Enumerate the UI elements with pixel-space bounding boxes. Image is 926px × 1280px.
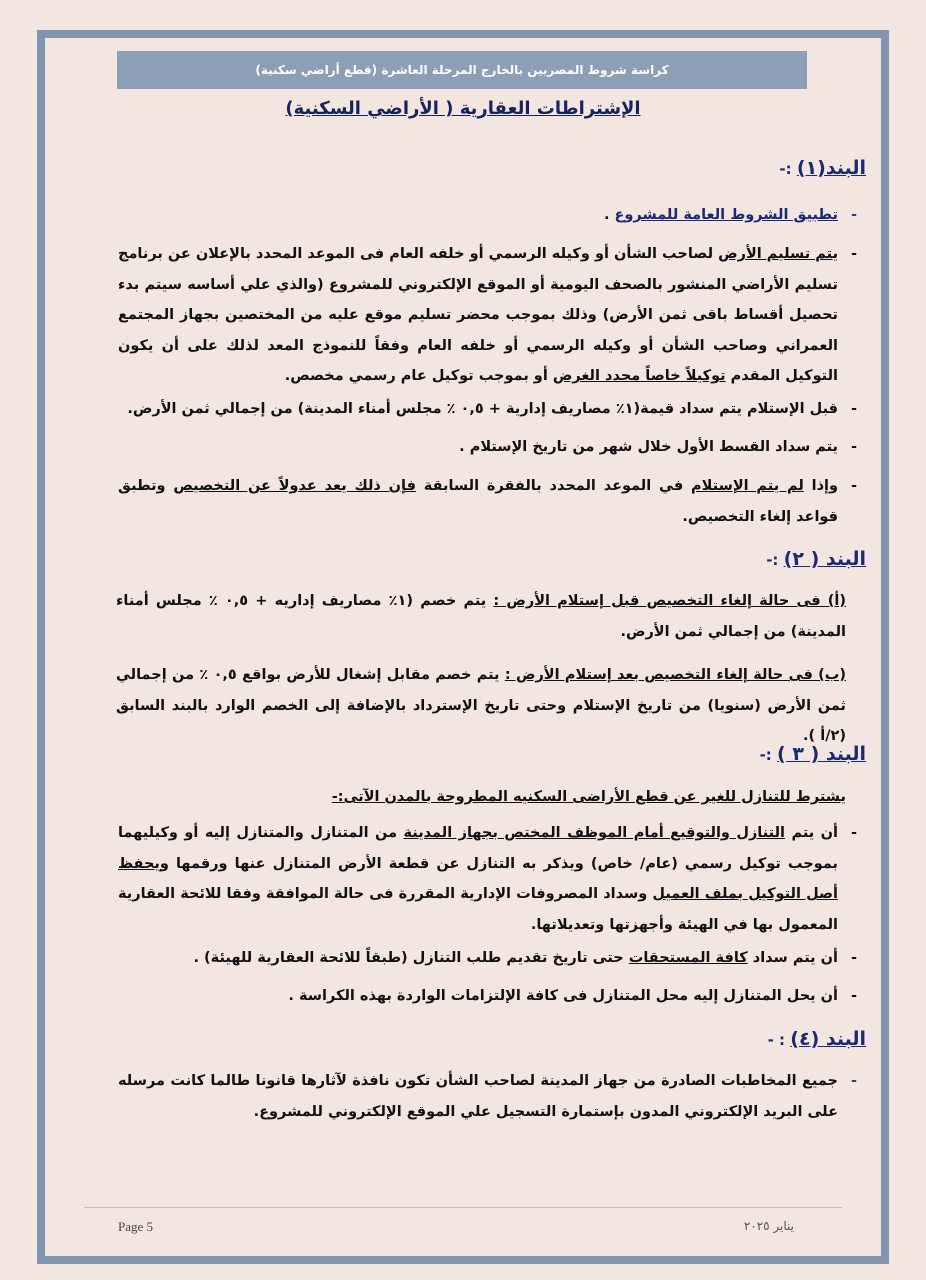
sec3-item-3 (118, 981, 857, 1012)
sec2-item-b-underlined: (ب) فى حالة إلغاء التخصيص بعد إستلام الأرض : (504, 667, 846, 683)
sec1-item-5-text-3: وتطبق قواعد إلغاء التخصيص. (118, 478, 838, 525)
sec2-item-a-text: يتم خصم (١٪ مصاريف إداريه + ٠,٥ ٪ مجلس أمناء المدينة) من إجمالي ثمن الأرض. (116, 593, 846, 640)
sec2-item-a-underlined: (أ) فى حالة إلغاء التخصيص قبل إستلام الأرض : (493, 593, 847, 609)
sec3-item-1-underlined-2: ويحفظ أصل التوكيل بملف العميل (118, 855, 838, 902)
dash-bullet: - (850, 478, 857, 494)
sec3-intro-text: يشترط للتنازل للغير عن قطع الأراضى السكنيه المطروحة بالمدن الآتى:- (331, 789, 846, 805)
sec3-item-1-text-2: من المتنازل والمتنازل إليه أو وكيليهما بموجب توكيل رسمي (عام/ خاص) ويذكر به التنازل عن قطعة الأرض المتنازل عنها ورقمها (118, 825, 838, 872)
sec3-item-1-text-1: أن يتم (785, 825, 839, 841)
sec3-item-1-underlined-1: التنازل والتوقيع أمام الموظف المختص بجهاز المدينة (403, 825, 786, 841)
sec1-item-2-underlined-1: يتم تسليم الأرض (718, 246, 839, 262)
sec3-item-2-text-2: حتى تاريخ تقديم طلب التنازل (طبقاً للائحة العقارية للهيئة) . (193, 950, 629, 966)
section-2-title-text: البند ( ٢) (783, 548, 866, 570)
section-3-title (760, 743, 866, 765)
dash-bullet: - (850, 246, 857, 262)
section-2-suffix: :- (766, 551, 784, 569)
sec1-item-4 (118, 432, 857, 463)
page-footer (84, 1207, 842, 1243)
section-1-suffix: :- (779, 160, 797, 178)
page-number: Page 5 (118, 1219, 154, 1234)
sec1-item-1 (118, 200, 857, 231)
sec1-item-5-text-2: في الموعد المحدد بالفقرة السابقة (415, 478, 692, 494)
sec2-item-b-text: يتم خصم مقابل إشغال للأرض بواقع ٠,٥ ٪ من إجمالي ثمن الأرض (سنويا) من تاريخ الإستلام وحتى تاريخ الإسترداد بالإضافة إلى الخصم الوارد بالبند السابق (٢/أ ). (116, 667, 846, 744)
sec1-item-5 (118, 471, 857, 532)
dash-bullet: - (850, 988, 857, 1004)
dash-bullet: - (850, 401, 857, 417)
dash-bullet: - (850, 1073, 857, 1089)
header-title: كراسة شروط المصريين بالخارج المرحلة العاشرة (قطع أراضي سكنية) (255, 63, 669, 77)
section-4-suffix: : - (767, 1031, 791, 1049)
sec4-item-1-text: جميع المخاطبات الصادرة من جهاز المدينة لصاحب الشأن تكون نافذة لآثارها قانونا طالما كانت مرسله على البريد الإلكتروني المدون بإستمارة التسجيل علي الموقع الإلكتروني للمشروع. (118, 1073, 838, 1120)
footer-date: يناير ٢٠٢٥ (743, 1219, 794, 1233)
page-title-text: الإشتراطات العقارية ( الأراضي السكنية) (285, 98, 641, 119)
sec4-item-1 (118, 1066, 857, 1127)
section-4-title (768, 1028, 866, 1050)
sec3-item-2-underlined: كافة المستحقات (628, 950, 748, 966)
sec1-item-2-text-2: أو بموجب توكيل عام رسمي مخصص. (284, 368, 553, 384)
sec1-item-1-text: . (603, 207, 615, 223)
page-title (0, 98, 926, 119)
sec1-item-4-text: يتم سداد القسط الأول خلال شهر من تاريخ الإستلام . (459, 439, 838, 455)
section-3-title-text: البند ( ٣ ) (777, 743, 866, 765)
section-3-suffix: :- (759, 746, 778, 764)
sec1-item-2-underlined-2: توكيلاً خاصاً محدد الغرض (552, 368, 726, 384)
sec1-item-5-text-1: وإذا (803, 478, 838, 494)
dash-bullet: - (850, 950, 857, 966)
section-4-title-text: البند (٤) (790, 1028, 866, 1050)
sec3-item-2-text-1: أن يتم سداد (747, 950, 838, 966)
sec1-item-5-underlined-1: لم يتم الإستلام (691, 478, 804, 494)
sec3-item-1 (118, 818, 857, 940)
dash-bullet: - (850, 439, 857, 455)
sec1-item-2-text-1: لصاحب الشأن أو وكيله الرسمي أو خلفه العام فى الموعد المحدد بالإعلان عن برنامج تسليم الأراضي المنشور بالصحف اليومية أو الموقع الإلكتروني للمشروع (والذي علي أساسه سيتم بدء تحصيل أقساط باقى ثمن الأرض) وذلك بموجب محضر تسليم موقع عليه من المختصين بجهاز المجتمع العمراني وصاحب الشأن أو وكيله الرسمي أو خلفه العام وفقاً للنموذج المعد لذلك على أن يكون التوكيل المقدم (118, 246, 838, 384)
section-1-title (779, 157, 866, 179)
sec1-item-3 (118, 394, 857, 425)
sec1-item-5-underlined-2: فإن ذلك يعد عدولاً عن التخصيص (173, 478, 416, 494)
sec1-item-1-underlined: تطبيق الشروط العامة للمشروع (614, 207, 838, 223)
section-2-title (766, 548, 866, 570)
sec1-item-3-text: قبل الإستلام يتم سداد قيمة(١٪ مصاريف إدارية + ٠,٥ ٪ مجلس أمناء المدينة) من إجمالي ثمن الأرض. (127, 401, 838, 417)
dash-bullet: - (850, 207, 857, 223)
sec3-item-2 (118, 943, 857, 974)
sec2-item-b (116, 660, 846, 752)
sec3-item-3-text: أن يحل المتنازل إليه محل المتنازل فى كافة الإلتزامات الواردة بهذه الكراسة . (288, 988, 838, 1004)
dash-bullet: - (850, 825, 857, 841)
header-bar (117, 51, 807, 89)
sec1-item-2 (118, 239, 857, 392)
sec2-item-a (116, 586, 846, 647)
sec3-item-1-text-3: وسداد المصروفات الإدارية المقررة فى حالة الموافقة وفقا للائحة العقارية المعمول بها في الهيئة وأجهزتها وتعديلاتها. (118, 886, 838, 933)
section-1-title-text: البند(١) (796, 157, 866, 179)
sec3-intro (116, 782, 846, 813)
